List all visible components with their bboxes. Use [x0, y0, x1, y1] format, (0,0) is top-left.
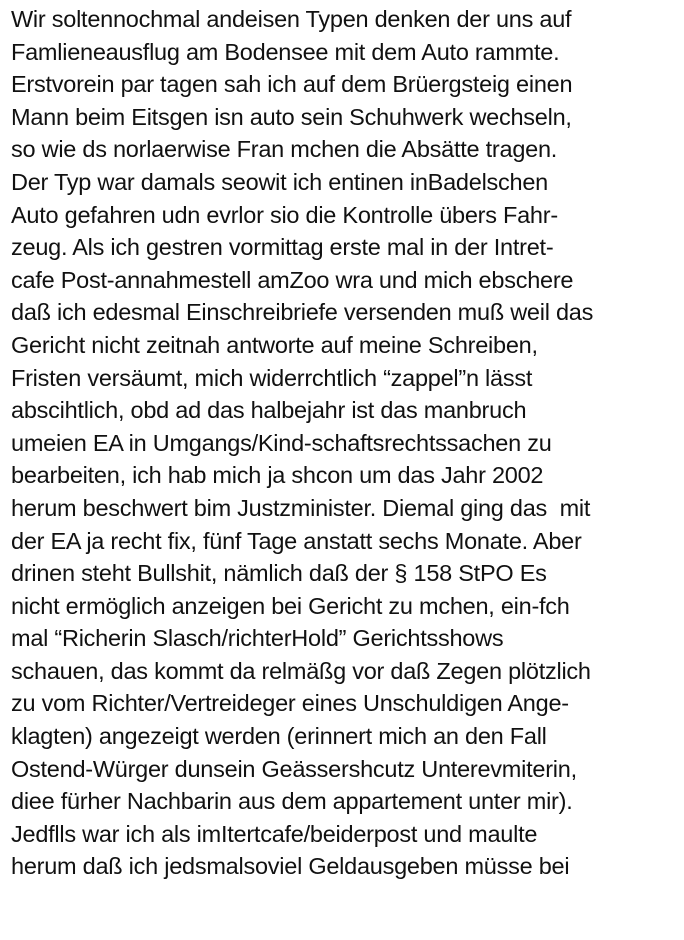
text-line: Erstvorein par tagen sah ich auf dem Brüergsteig einen: [11, 71, 573, 98]
text-line: Fristen versäumt, mich widerrchtlich “zappel”n lässt: [11, 364, 533, 391]
text-line: Wir soltennochmal andeisen Typen denken der uns auf: [11, 6, 572, 32]
text-line: Jedflls war ich als imItertcafe/beiderpost und maulte: [11, 820, 538, 847]
text-line: bearbeiten, ich hab mich ja shcon um das Jahr 2002: [11, 462, 544, 489]
text-line: schauen, das kommt da relmäßg vor daß Zegen plötzlich: [11, 657, 591, 684]
text-line: der EA ja recht fix, fünf Tage anstatt sechs Monate. Aber: [11, 527, 582, 554]
text-line: Mann beim Eitsgen isn auto sein Schuhwerk wechseln,: [11, 103, 572, 130]
text-line: zu vom Richter/Vertreideger eines Unschuldigen Ange-: [11, 690, 569, 717]
text-line: abscihtlich, obd ad das halbejahr ist das manbruch: [11, 397, 527, 424]
text-line: Gericht nicht zeitnah antworte auf meine Schreiben,: [11, 331, 538, 358]
text-line: Ostend-Würger dunsein Geässershcutz Unterevmiterin,: [11, 755, 577, 782]
text-line: herum daß ich jedsmalsoviel Geldausgeben müsse bei: [11, 853, 570, 880]
text-line: drinen steht Bullshit, nämlich daß der § 158 StPO Es: [11, 560, 547, 587]
text-line: so wie ds norlaerwise Fran mchen die Absätte tragen.: [11, 136, 558, 163]
text-line: herum beschwert bim Justzminister. Diemal ging das mit: [11, 494, 591, 521]
text-line: mal “Richerin Slasch/richterHold” Gerichtsshows: [11, 625, 504, 652]
text-line: Famlieneausflug am Bodensee mit dem Auto rammte.: [11, 38, 560, 65]
text-line: Auto gefahren udn evrlor sio die Kontrolle übers Fahr-: [11, 201, 558, 228]
text-line: Der Typ war damals seowit ich entinen inBadelschen: [11, 168, 548, 195]
body-text: [11, 3, 679, 883]
text-line: zeug. Als ich gestren vormittag erste mal in der Intret-: [11, 234, 554, 261]
text-line: daß ich edesmal Einschreibriefe versenden muß weil das: [11, 299, 594, 326]
text-line: cafe Post-annahmestell amZoo wra und mich ebschere: [11, 266, 574, 293]
text-line: nicht ermöglich anzeigen bei Gericht zu mchen, ein-fch: [11, 592, 570, 619]
text-line: umeien EA in Umgangs/Kind-schaftsrechtssachen zu: [11, 429, 552, 456]
text-line: diee fürher Nachbarin aus dem appartement unter mir).: [11, 788, 573, 815]
text-line: klagten) angezeigt werden (erinnert mich an den Fall: [11, 723, 547, 750]
